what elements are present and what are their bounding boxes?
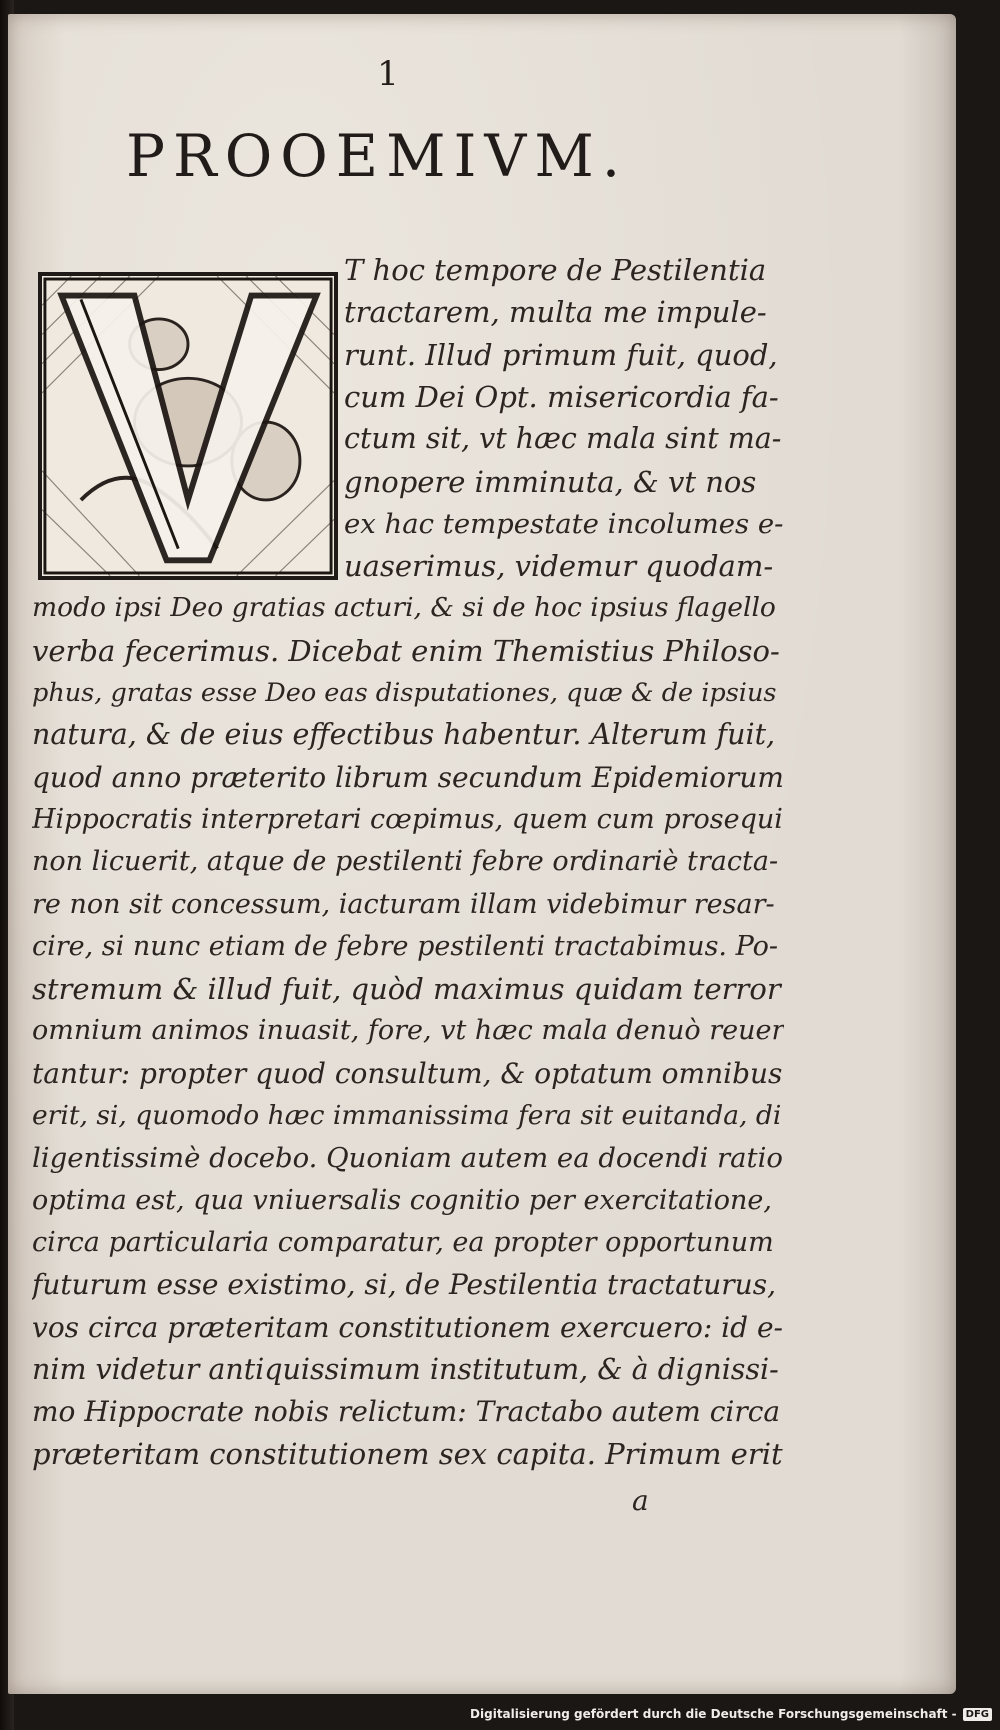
text-line: cum Dei Opt. misericordia fa-	[344, 379, 779, 414]
text-line: modo ipsi Deo gratias acturi, & si de hoc ipsius flagello	[32, 592, 776, 624]
text-line: nim videtur antiquissimum institutum, & à dignissi-	[32, 1352, 779, 1386]
footer-text: Digitalisierung gefördert durch die Deutsche Forschungsgemeinschaft -	[470, 1707, 957, 1721]
text-line: mo Hippocrate nobis relictum: Tractabo autem circa	[32, 1395, 781, 1429]
text-line: runt. Illud primum fuit, quod,	[344, 337, 778, 372]
chapter-title	[126, 122, 726, 190]
text-line: optima est, qua vniuersalis cognitio per exercitatione,	[32, 1184, 772, 1216]
text-line: verba fecerimus. Dicebat enim Themistius Philoso-	[32, 633, 780, 668]
text-line: re non sit concessum, iacturam illam videbimur resar-	[32, 888, 775, 920]
page-number: 1	[377, 54, 399, 94]
text-line: non licuerit, atque de pestilenti febre ordinariè tracta-	[32, 846, 779, 878]
text-line: ligentissimè docebo. Quoniam autem ea docendi ratio	[32, 1142, 783, 1175]
book-page	[8, 14, 956, 1694]
text-line: natura, & de eius effectibus habentur. Alterum fuit,	[32, 718, 776, 752]
text-line: stremum & illud fuit, quòd maximus quidam terror	[32, 972, 781, 1007]
text-line: phus, gratas esse Deo eas disputationes, quæ & de ipsius	[32, 678, 777, 708]
text-line: vos circa præteritam constitutionem exercuero: id e-	[32, 1310, 783, 1344]
text-line: uaserimus, videmur quodam-	[344, 549, 774, 584]
dfg-logo-icon: DFG	[963, 1708, 992, 1721]
woodcut-initial-icon	[42, 276, 334, 576]
text-line: præteritam constitutionem sex capita. Primum erit	[32, 1437, 783, 1472]
text-line: tantur: propter quod consultum, & optatum omnibus	[32, 1056, 783, 1090]
text-line: T hoc tempore de Pestilentia	[344, 253, 767, 287]
text-line: erit, si, quomodo hæc immanissima fera sit euitanda, di	[32, 1100, 782, 1131]
text-line: circa particularia comparatur, ea propter opportunum	[32, 1226, 774, 1258]
text-line: tractarem, multa me impule-	[344, 295, 767, 330]
decorated-initial-letter	[38, 272, 338, 580]
text-line: gnopere imminuta, & vt nos	[344, 464, 757, 499]
text-line: futurum esse existimo, si, de Pestilentia tractaturus,	[32, 1268, 776, 1302]
digitization-credit	[470, 1704, 992, 1724]
text-line: cire, si nunc etiam de febre pestilenti tractabimus. Po-	[32, 930, 779, 962]
chapter-title-text: PROOEMIVM.	[126, 122, 629, 190]
text-line: omnium animos inuasit, fore, vt hæc mala denuò reuer	[32, 1015, 784, 1047]
text-line: ex hac tempestate incolumes e-	[344, 507, 784, 540]
text-line: Hippocratis interpretari cœpimus, quem cum prosequi	[32, 803, 783, 835]
signature-mark: a	[632, 1484, 649, 1517]
text-line: quod anno præterito librum secundum Epidemiorum	[32, 760, 784, 794]
text-line: ctum sit, vt hæc mala sint ma-	[344, 422, 782, 456]
